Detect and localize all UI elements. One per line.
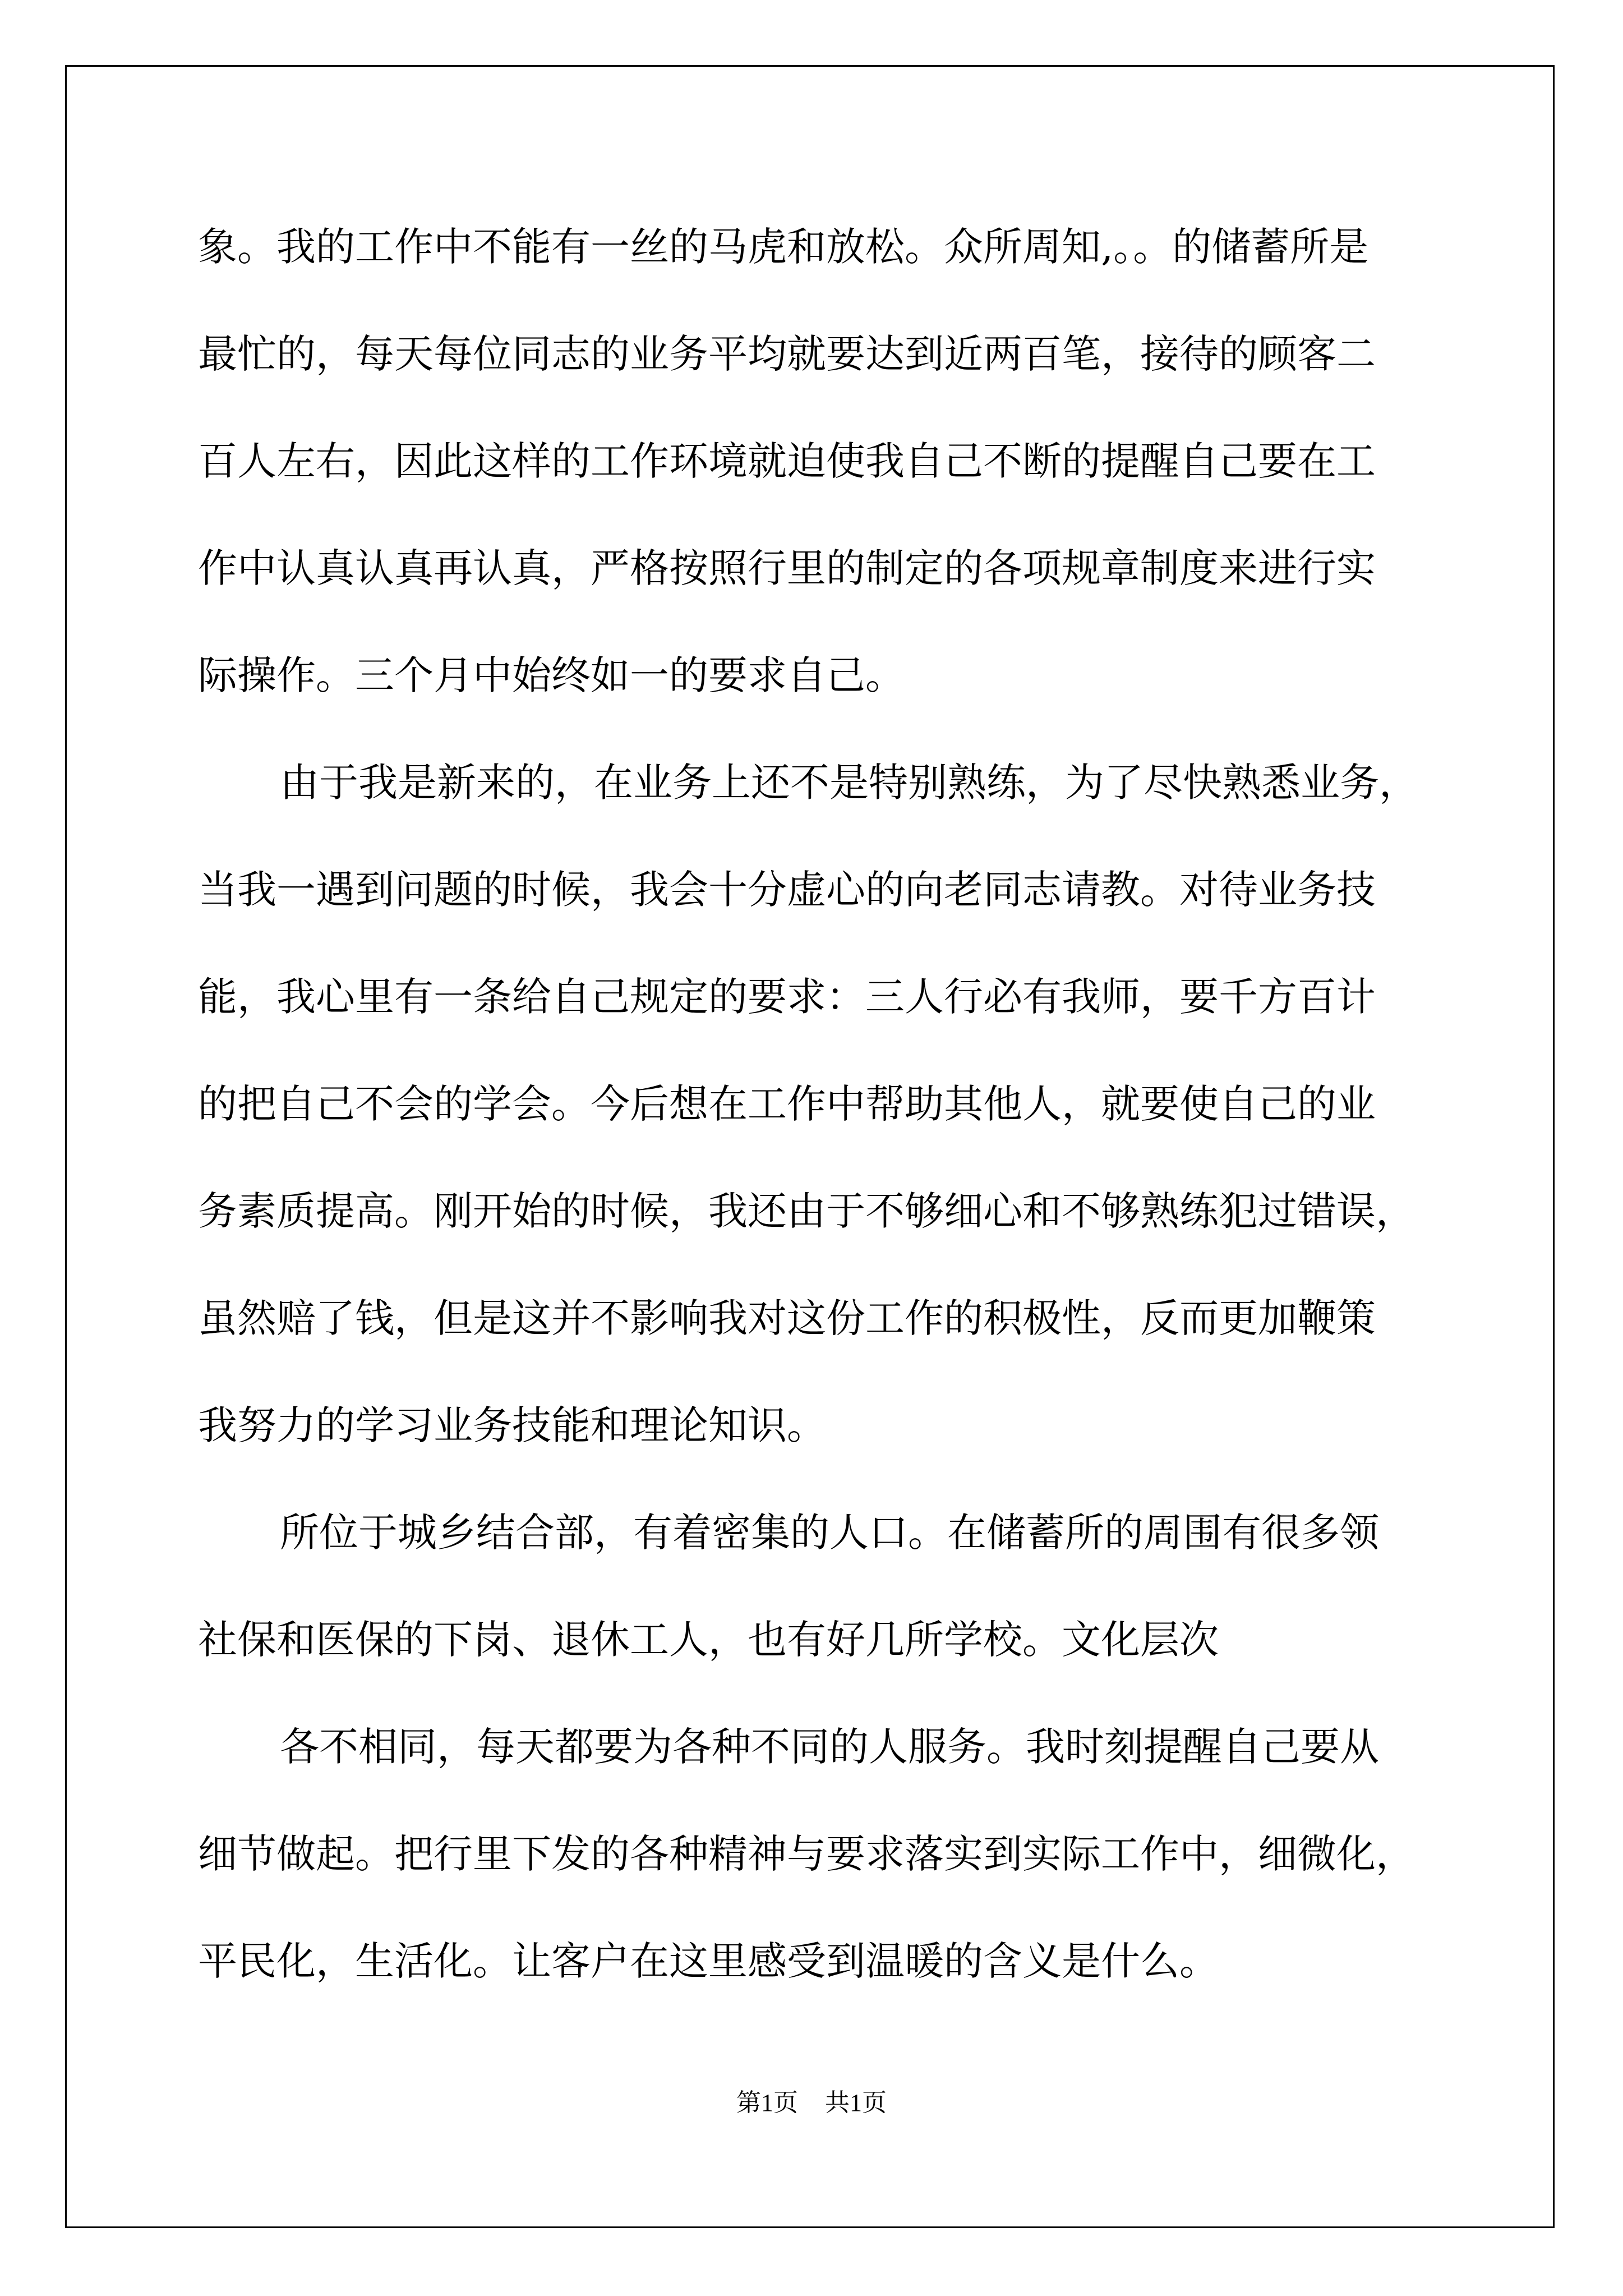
text-line: 百人左右，因此这样的工作环境就迫使我自己不断的提醒自己要在工 <box>198 438 1376 484</box>
paragraph-4 <box>198 1694 1443 2015</box>
text-line: 作中认真认真再认真，严格按照行里的制定的各项规章制度来进行实 <box>198 545 1376 591</box>
text-line: 我努力的学习业务技能和理论知识。 <box>198 1402 826 1448</box>
page-total: 共1页 <box>825 2089 887 2116</box>
page-footer <box>0 2082 1623 2118</box>
text-line: 社保和医保的下岗、退休工人，也有好几所学校。文化层次 <box>198 1617 1219 1663</box>
text-line: 各不相同，每天都要为各种不同的人服务。我时刻提醒自己要从 <box>280 1724 1379 1770</box>
text-line: 能，我心里有一条给自己规定的要求：三人行必有我师，要千方百计 <box>198 974 1376 1020</box>
text-line: 际操作。三个月中始终如一的要求自己。 <box>198 652 905 698</box>
text-line: 由于我是新来的，在业务上还不是特别熟练，为了尽快熟悉业务， <box>280 760 1418 806</box>
text-line: 最忙的，每天每位同志的业务平均就要达到近两百笔，接待的顾客二 <box>198 331 1376 377</box>
text-line: 所位于城乡结合部，有着密集的人口。在储蓄所的周围有很多领 <box>280 1510 1379 1556</box>
paragraph-3 <box>198 1479 1443 1694</box>
text-line: 虽然赔了钱，但是这并不影响我对这份工作的积极性，反而更加鞭策 <box>198 1295 1376 1341</box>
paragraph-1 <box>198 194 1443 729</box>
page-number: 第1页 <box>736 2089 798 2116</box>
text-line: 的把自己不会的学会。今后想在工作中帮助其他人，就要使自己的业 <box>198 1081 1376 1127</box>
text-line: 务素质提高。刚开始的时候，我还由于不够细心和不够熟练犯过错误， <box>198 1188 1415 1234</box>
text-line: 当我一遇到问题的时候，我会十分虚心的向老同志请教。对待业务技 <box>198 867 1376 913</box>
text-line: 细节做起。把行里下发的各种精神与要求落实到实际工作中，细微化， <box>198 1831 1415 1877</box>
text-line: 平民化，生活化。让客户在这里感受到温暖的含义是什么。 <box>198 1938 1219 1984</box>
text-line: 象。我的工作中不能有一丝的马虎和放松。众所周知,。。的储蓄所是 <box>198 224 1369 270</box>
paragraph-2 <box>198 729 1443 1479</box>
document-body <box>198 194 1443 2015</box>
